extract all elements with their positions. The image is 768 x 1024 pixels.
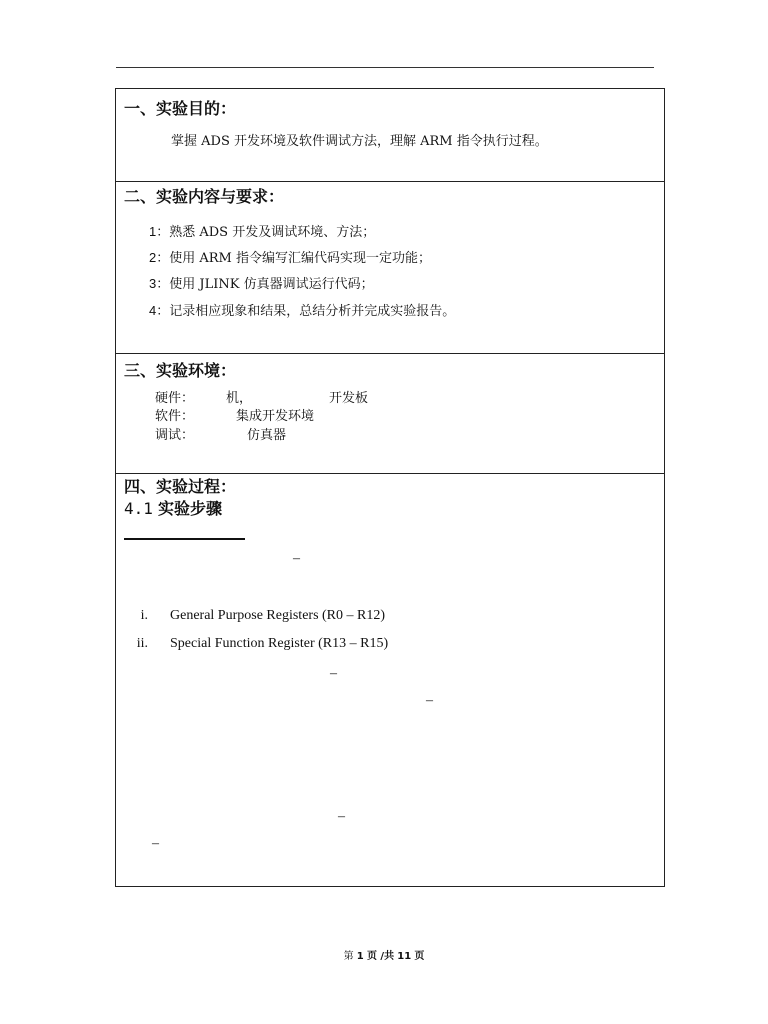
footer-middle: 页 /共 — [366, 951, 395, 962]
software-value: 集成开发环境 — [236, 409, 315, 424]
steps-subheading — [124, 499, 222, 519]
list-item-number: 3： — [149, 276, 170, 291]
list-item-number: 2： — [149, 250, 170, 265]
header-rule — [116, 67, 654, 68]
footer-prefix: 第 — [343, 951, 354, 962]
list-item — [149, 223, 375, 242]
hardware-value-machine: 机， — [226, 391, 253, 406]
register-item-text: General Purpose Registers (R0 – R12) — [170, 608, 386, 623]
steps-underline — [124, 538, 245, 540]
report-table — [115, 88, 665, 887]
footer-suffix: 页 — [414, 951, 425, 962]
dash-mark: – — [330, 666, 337, 681]
objective-text: 掌握 ADS 开发环境及软件调试方法，理解 ARM 指令执行过程。 — [171, 134, 548, 149]
list-item — [149, 275, 374, 294]
list-item-text: 使用 JLINK 仿真器调试运行代码； — [169, 277, 374, 292]
register-item — [124, 607, 385, 625]
list-item-number: 4： — [149, 303, 170, 318]
objective-heading: 一、实验目的： — [124, 99, 237, 118]
list-item-number: 1： — [149, 224, 170, 239]
list-item-text: 记录相应现象和结果，总结分析并完成实验报告。 — [169, 304, 456, 319]
dash-mark: – — [293, 551, 300, 566]
steps-number: 4.1 — [124, 499, 153, 518]
register-item-text: Special Function Register (R13 – R15) — [170, 636, 389, 651]
list-item — [149, 249, 431, 268]
register-item-number: ii. — [136, 636, 148, 651]
list-item-text: 熟悉 ADS 开发及调试环境、方法； — [169, 225, 376, 240]
steps-title: 实验步骤 — [158, 499, 223, 518]
dash-mark: – — [338, 809, 345, 824]
section-objective — [116, 89, 664, 182]
section-content — [116, 181, 664, 354]
footer-total-pages: 11 — [397, 951, 412, 962]
dash-mark: – — [426, 693, 433, 708]
debug-value: 仿真器 — [247, 428, 287, 443]
section-process — [116, 473, 664, 887]
footer-page-number: 1 — [356, 951, 364, 962]
hardware-label: 硬件： — [155, 391, 195, 406]
list-item — [149, 302, 455, 321]
hardware-value-board: 开发板 — [329, 391, 369, 406]
software-label: 软件： — [155, 409, 195, 424]
page-footer — [0, 950, 768, 964]
environment-heading: 三、实验环境： — [124, 361, 237, 380]
dash-mark: – — [152, 836, 159, 851]
list-item-text: 使用 ARM 指令编写汇编代码实现一定功能； — [169, 251, 431, 266]
register-item-number: i. — [140, 608, 148, 623]
debug-label: 调试： — [155, 428, 195, 443]
content-heading: 二、实验内容与要求： — [124, 187, 285, 206]
process-heading: 四、实验过程： — [124, 477, 237, 496]
section-environment — [116, 353, 664, 474]
register-item — [124, 635, 388, 653]
